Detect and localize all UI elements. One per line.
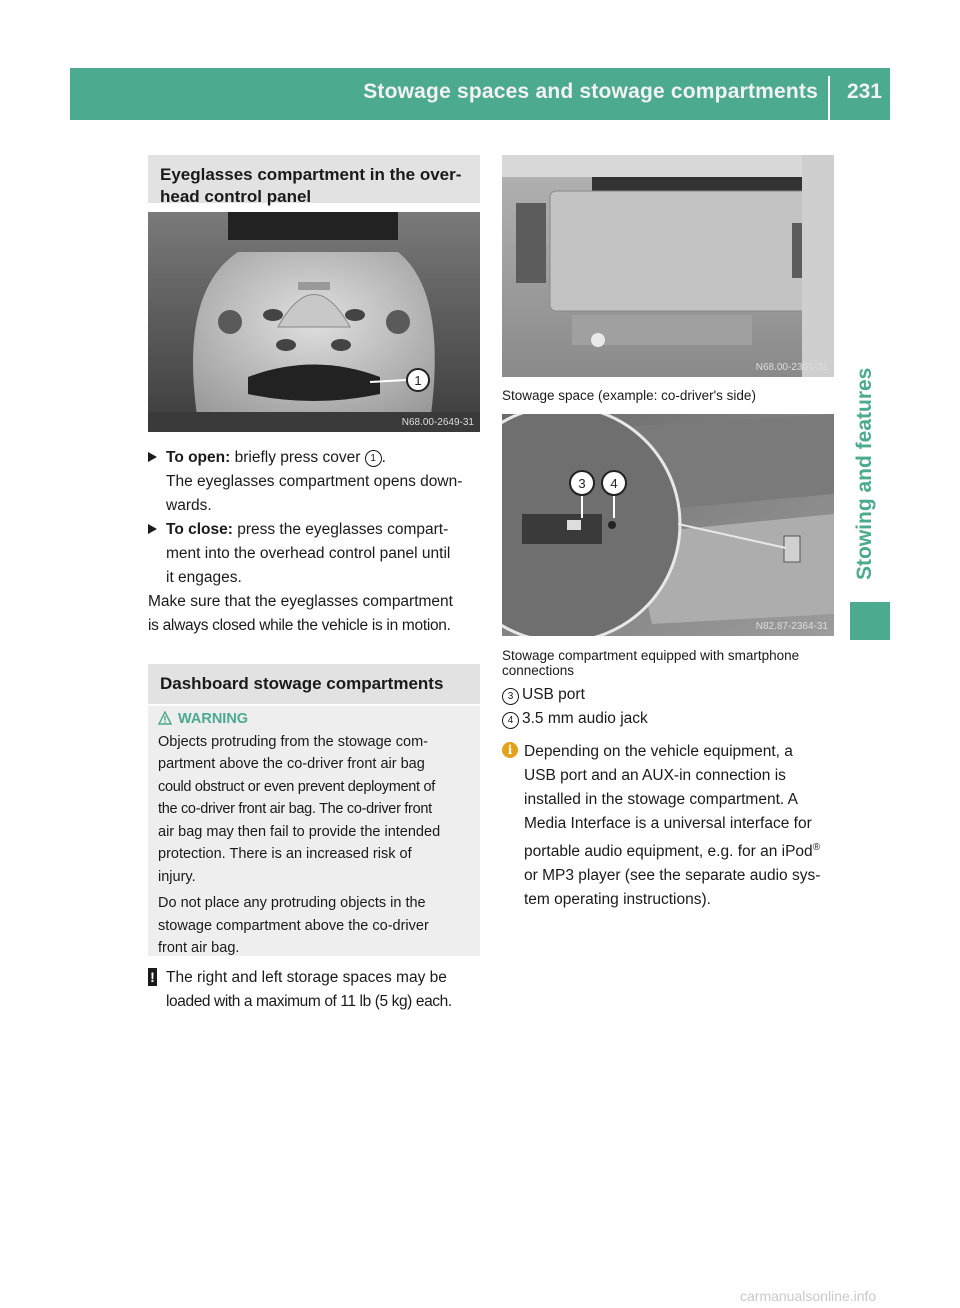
legend-text: 3.5 mm audio jack [522, 710, 648, 727]
header-bar [70, 68, 890, 120]
step-close [148, 518, 480, 590]
close-line2: ment into the overhead control panel until [166, 545, 451, 562]
info-line: installed in the stowage compartment. A [524, 791, 798, 808]
step-arrow-icon [148, 452, 157, 462]
legend-usb-port [502, 683, 834, 707]
open-text: briefly press cover [234, 449, 361, 466]
warning-line: injury. [158, 868, 196, 885]
warning-line: stowage compartment above the co-driver [158, 917, 429, 934]
info-line: Media Interface is a universal interface for [524, 815, 812, 832]
info-line-ipod [524, 836, 834, 864]
note-line1: The right and left storage spaces may be [166, 969, 447, 986]
info-note [502, 740, 834, 912]
open-label: To open: [166, 449, 231, 466]
note-line2: loaded with a maximum of 11 lb (5 kg) each. [166, 993, 452, 1010]
step-open: To open: briefly press cover 1 . The eyeglasses compartment opens down- wards. [148, 446, 480, 518]
section-heading-line2: head control panel [160, 187, 312, 206]
figure2-caption: Stowage space (example: co-driver's side) [502, 388, 756, 403]
exclamation-icon: ! [148, 968, 157, 986]
step-arrow-icon [148, 524, 157, 534]
ref-3-icon: 3 [502, 688, 519, 705]
make-sure-line2: is always closed while the vehicle is in motion. [148, 617, 451, 634]
make-sure-line1: Make sure that the eyeglasses compartment [148, 593, 453, 610]
figure-overhead-control-panel [148, 212, 480, 432]
footer-watermark: carmanualsonline.info [740, 1288, 877, 1304]
figure3-callout-jack: 4 [610, 476, 618, 491]
warning-line: protection. There is an increased risk of [158, 846, 412, 862]
info-line: Depending on the vehicle equipment, a [524, 743, 793, 760]
ref-4-icon: 4 [502, 712, 519, 729]
warning-line: front air bag. [158, 940, 240, 956]
info-line: or MP3 player (see the separate audio sys- [524, 867, 821, 885]
side-tab-marker [850, 602, 890, 640]
info-line: tem operating instructions). [524, 891, 711, 909]
cover-ref-icon: 1 [365, 450, 382, 467]
connections-illustration [502, 414, 834, 636]
close-text: press the eyeglasses compart- [237, 521, 449, 538]
warning-line: partment above the co-driver front air bag [158, 756, 425, 772]
note-load-limit [148, 966, 480, 1014]
chapter-title: Stowage spaces and stowage compartments [363, 80, 818, 103]
warning-line: could obstruct or even prevent deployment of [158, 778, 435, 795]
figure3-callout-usb: 3 [578, 476, 586, 491]
side-tab-label: Stowing and features [853, 367, 876, 580]
section2-title: Dashboard stowage compartments [160, 674, 444, 693]
figure1-callout: 1 [414, 373, 422, 388]
open-line2: The eyeglasses compartment opens down- [166, 473, 463, 490]
warning-line: air bag may then fail to provide the intended [158, 823, 441, 840]
warning-box [148, 706, 480, 956]
legend-audio-jack [502, 707, 834, 731]
open-line3: wards. [166, 497, 212, 514]
header-divider [828, 76, 830, 120]
section-heading-dashboard [148, 664, 480, 704]
figure3-caption-line2: connections [502, 663, 575, 678]
registered-mark: ® [812, 842, 821, 853]
overhead-panel-illustration [148, 212, 480, 432]
section-heading-eyeglasses [148, 155, 480, 206]
info-line: portable audio equipment, e.g. for an iPod [524, 843, 813, 861]
warning-line: Objects protruding from the stowage com- [158, 733, 428, 750]
connections-legend [502, 683, 834, 731]
warning-title: WARNING [178, 711, 249, 727]
figure3-code: N82.87-2364-31 [755, 621, 828, 632]
legend-text: USB port [522, 686, 585, 703]
warning-line: the co-driver front air bag. The co-driver front [158, 801, 432, 817]
page-number: 231 [846, 80, 882, 103]
stowage-space-illustration [502, 155, 834, 377]
warning-icon [158, 711, 172, 725]
figure3-caption-line1: Stowage compartment equipped with smartphone [502, 648, 800, 663]
figure1-code: N68.00-2649-31 [401, 417, 474, 428]
figure2-code: N68.00-2391-31 [755, 362, 828, 373]
info-line: USB port and an AUX-in connection is [524, 767, 786, 784]
info-icon: i [502, 742, 518, 758]
close-label: To close: [166, 521, 233, 538]
figure-dashboard-stowage-space [502, 155, 834, 377]
close-line3: it engages. [166, 569, 242, 586]
instructions [148, 446, 480, 638]
section-heading-line1: Eyeglasses compartment in the over- [160, 165, 462, 184]
figure3-caption [502, 648, 834, 678]
figure-smartphone-connections [502, 414, 834, 636]
warning-line: Do not place any protruding objects in the [158, 895, 426, 911]
